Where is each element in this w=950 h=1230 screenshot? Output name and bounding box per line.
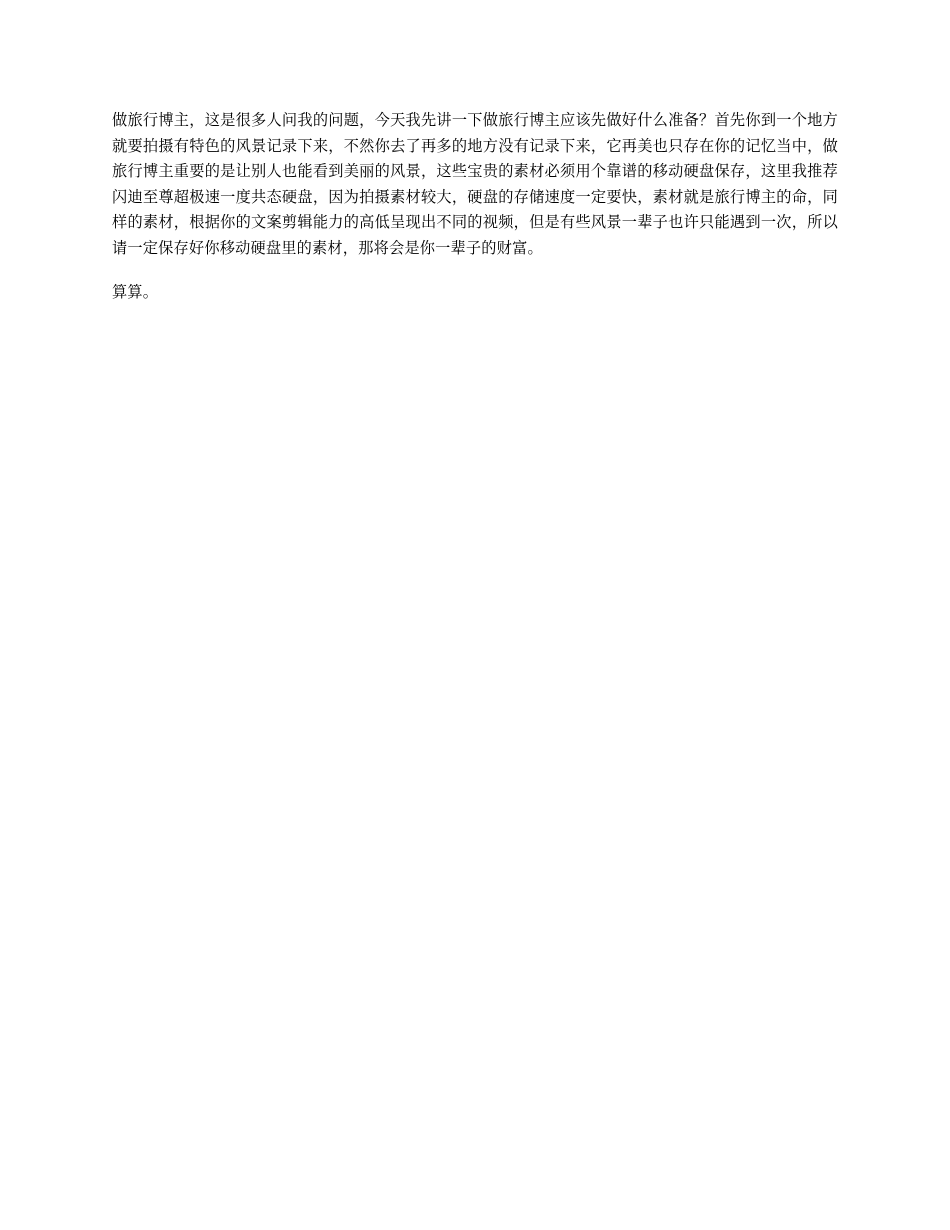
- document-body: [112, 108, 838, 306]
- paragraph-2: 算算。: [112, 284, 159, 301]
- paragraph-1: 做旅行博主，这是很多人问我的问题，今天我先讲一下做旅行博主应该先做好什么准备？首先你到一个地方就要拍摄有特色的风景记录下来，不然你去了再多的地方没有记录下来，它再美也只存在你的记忆当中，做旅行博主重要的是让别人也能看到美丽的风景，这些宝贵的素材必须用个靠谱的移动硬盘保存，这里我推荐闪迪至尊超极速一度共态硬盘，因为拍摄素材较大，硬盘的存储速度一定要快，素材就是旅行博主的命，同样的素材，根据你的文案剪辑能力的高低呈现出不同的视频，但是有些风景一辈子也许只能遇到一次，所以请一定保存好你移动硬盘里的素材，那将会是你一辈子的财富。: [112, 112, 838, 257]
